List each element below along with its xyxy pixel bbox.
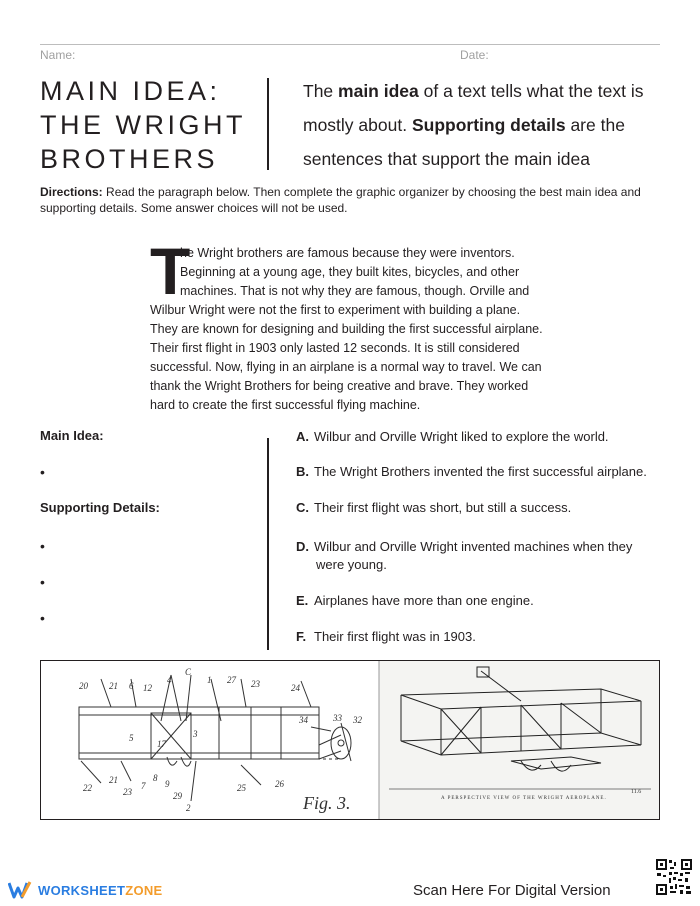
svg-text:4: 4 bbox=[167, 675, 172, 685]
svg-text:3: 3 bbox=[193, 729, 198, 739]
title-line: THE WRIGHT bbox=[40, 110, 246, 140]
svg-text:8: 8 bbox=[153, 773, 158, 783]
svg-text:22: 22 bbox=[83, 783, 92, 793]
svg-text:2: 2 bbox=[186, 803, 191, 813]
worksheetzone-logo[interactable] bbox=[8, 880, 163, 900]
directions-text: Read the paragraph below. Then complete the graphic organizer by choosing the best main idea and supporting details. Some answer choices will not be used. bbox=[40, 185, 641, 215]
patent-drawing bbox=[79, 675, 351, 801]
directions bbox=[40, 184, 670, 216]
passage-line: They are known for designing and building the first successful airplane. bbox=[150, 322, 543, 336]
flyer-drawings bbox=[41, 661, 660, 820]
answer-choice-b[interactable]: B. The Wright Brothers invented the first successful airplane. bbox=[296, 464, 647, 479]
answer-choice-c[interactable]: C. Their first flight was short, but still a success. bbox=[296, 500, 572, 515]
svg-text:C: C bbox=[185, 667, 192, 677]
organizer-divider bbox=[267, 438, 269, 650]
svg-text:32: 32 bbox=[353, 715, 362, 725]
header-rule bbox=[40, 44, 660, 45]
qr-code-icon[interactable] bbox=[655, 858, 693, 896]
passage-line: successful. Now, flying in an airplane is a normal way to travel. We can bbox=[150, 360, 542, 374]
main-idea-label: Main Idea: bbox=[40, 428, 104, 443]
title-line: MAIN IDEA: bbox=[40, 76, 221, 106]
svg-text:21: 21 bbox=[109, 775, 118, 785]
answer-choice-a[interactable]: A. Wilbur and Orville Wright liked to explore the world. bbox=[296, 429, 609, 444]
svg-text:17: 17 bbox=[157, 739, 166, 749]
drop-cap: T bbox=[150, 234, 191, 308]
drawing-numbers bbox=[79, 667, 363, 813]
passage-line: he Wright brothers are famous because they were inventors. bbox=[180, 246, 515, 260]
svg-text:12: 12 bbox=[143, 683, 152, 693]
svg-text:6: 6 bbox=[129, 681, 134, 691]
title-line: BROTHERS bbox=[40, 144, 219, 174]
svg-text:25: 25 bbox=[237, 783, 246, 793]
svg-text:26: 26 bbox=[275, 779, 284, 789]
passage-line: machines. That is not why they are famous, though. Orville and bbox=[180, 284, 530, 298]
main-idea-definition: The main idea of a text tells what the text is mostly about. Supporting details are the sentences that support the main idea bbox=[303, 81, 644, 169]
figure-label: Fig. 3. bbox=[303, 793, 351, 813]
name-label: Name: bbox=[40, 48, 76, 62]
svg-text:23: 23 bbox=[251, 679, 260, 689]
answer-choice-d[interactable]: D. Wilbur and Orville Wright invented machines when they were young. bbox=[296, 539, 633, 572]
svg-text:34: 34 bbox=[299, 715, 308, 725]
passage-line: Beginning at a young age, they built kites, bicycles, and other bbox=[180, 265, 520, 279]
page-mark: 11.6 bbox=[631, 789, 642, 795]
main-idea-blank[interactable]: • bbox=[40, 464, 45, 480]
wright-flyer-illustration bbox=[40, 660, 660, 820]
passage-line: hard to create the first successful flying machine. bbox=[150, 398, 421, 412]
title-divider bbox=[267, 78, 269, 170]
scan-text: Scan Here For Digital Version bbox=[413, 882, 611, 899]
svg-text:9: 9 bbox=[165, 779, 170, 789]
supporting-detail-blank[interactable]: • bbox=[40, 574, 45, 590]
worksheet-title bbox=[40, 74, 270, 176]
passage-line: Their first flight in 1903 only lasted 12 seconds. It is still considered bbox=[150, 341, 520, 355]
svg-text:33: 33 bbox=[333, 713, 342, 723]
passage-line: Wilbur Wright were not the first to experiment with building a plane. bbox=[150, 303, 521, 317]
answer-choice-f[interactable]: F. Their first flight was in 1903. bbox=[296, 629, 476, 644]
brand-first: WORKSHEET bbox=[38, 882, 126, 898]
svg-text:5: 5 bbox=[129, 733, 134, 743]
svg-text:29: 29 bbox=[173, 791, 182, 801]
svg-text:20: 20 bbox=[79, 681, 88, 691]
date-label: Date: bbox=[460, 48, 489, 62]
supporting-detail-blank[interactable]: • bbox=[40, 538, 45, 554]
brand-second: ZONE bbox=[125, 882, 163, 898]
svg-text:24: 24 bbox=[291, 683, 300, 693]
supporting-detail-blank[interactable]: • bbox=[40, 610, 45, 626]
answer-choice-e[interactable]: E. Airplanes have more than one engine. bbox=[296, 593, 534, 608]
photo-caption: A PERSPECTIVE VIEW OF THE WRIGHT AEROPLANE. bbox=[441, 796, 607, 801]
directions-label: Directions: bbox=[40, 185, 103, 199]
svg-text:23: 23 bbox=[123, 787, 132, 797]
svg-text:1: 1 bbox=[207, 675, 212, 685]
svg-text:27: 27 bbox=[227, 675, 236, 685]
svg-text:21: 21 bbox=[109, 681, 118, 691]
logo-w-icon bbox=[8, 880, 32, 900]
passage-line: thank the Wright Brothers for being creative and brave. They worked bbox=[150, 379, 529, 393]
svg-text:7: 7 bbox=[141, 781, 146, 791]
supporting-details-label: Supporting Details: bbox=[40, 500, 160, 515]
